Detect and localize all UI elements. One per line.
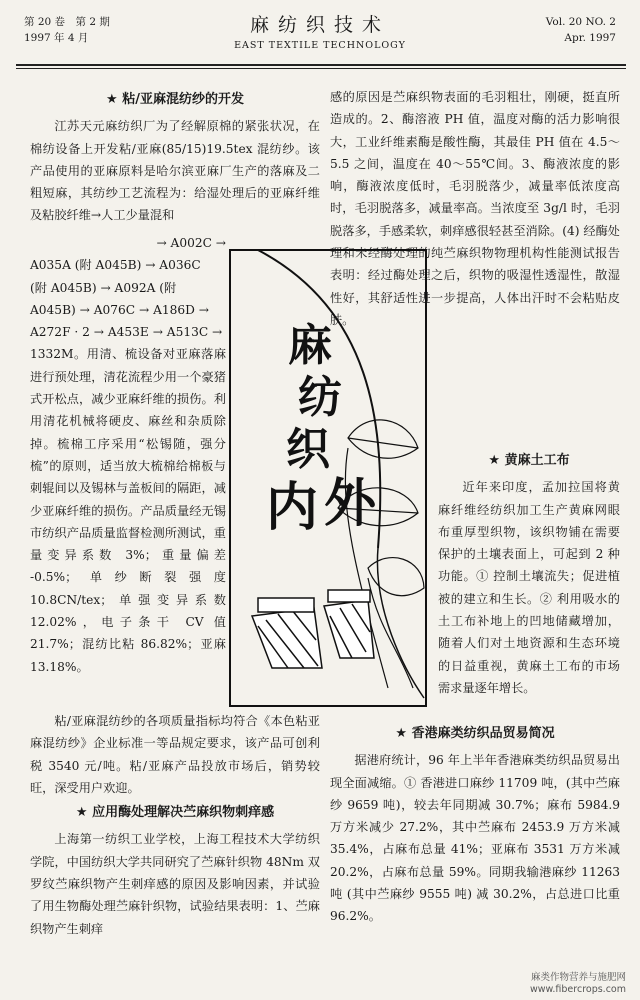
flow-line: A272F · 2 → A453E → A513C → xyxy=(30,325,223,340)
article-heading: ★ 黄麻土工布 xyxy=(488,453,570,468)
watermark-line: 麻类作物营养与施肥网 xyxy=(530,972,626,983)
watermark-url: www.fibercrops.com xyxy=(529,984,626,995)
article-column-left-bottom xyxy=(30,712,320,940)
star-icon: ★ xyxy=(75,805,88,821)
illustration-char: 纺 xyxy=(298,372,342,423)
yarn-cone-icon xyxy=(252,598,322,668)
article-column-right-mid xyxy=(438,242,620,699)
article-paragraph: 粘/亚麻混纺纱的各项质量指标均符合《本色粘亚麻混纺纱》企业标准一等品规定要求，该产品可创利税 3540 元/吨。粘/亚麻产品投放市场后，销势较旺，深受用户欢迎。 xyxy=(30,714,320,795)
journal-subtitle: EAST TEXTILE TECHNOLOGY xyxy=(234,40,406,51)
illustration-char: 麻 xyxy=(288,320,332,371)
header-center xyxy=(180,10,460,51)
header-rule-thin xyxy=(16,68,626,69)
watermark xyxy=(530,972,626,996)
star-icon: ★ xyxy=(106,92,118,107)
article-column-left-top xyxy=(30,86,320,227)
article-heading: ★ 粘/亚麻混纺纱的开发 xyxy=(106,92,244,107)
volume-issue-en: Vol. 20 NO. 2 xyxy=(545,16,616,28)
article-paragraph: 感的原因是苎麻织物表面的毛羽粗壮，刚硬，挺直所造成的。2、酶溶液 PH 值，温度对酶的活力影响很大，工业纤维素酶是酸性酶，其最佳 PH 值在 4.5～5.5 之间，温度在 40～55℃间。3、酶液浓度的影响，酶液浓度低时，毛羽脱落少，减量率低浓度高时，毛羽脱落多，减量率高。当浓度至 3g/l 时，毛羽脱落多，手感柔软，刺痒感很轻甚至消除。(4) 经酶处理和未经酶处理的纯苎麻织物物理机构性能测试报告表明：经过酶处理之后，织物的吸湿性透湿性，散湿性好，其舒适性进一步提高，人体出汗时不会粘贴皮肤。 xyxy=(330,90,620,327)
flow-line: A035A (附 A045B) → A036C xyxy=(30,258,201,273)
flow-line: A045B) → A076C → A186D → xyxy=(30,302,210,317)
issue-date: 1997 年 4 月 xyxy=(24,32,89,44)
star-icon: ★ xyxy=(488,453,501,468)
journal-title: 麻纺织技术 xyxy=(249,14,390,36)
journal-header xyxy=(0,8,640,66)
article-paragraph: 江苏天元麻纺织厂为了经解原棉的紧张状况，在棉纺设备上开发粘/亚麻(85/15)19.5tex 混纺纱。该产品使用的亚麻原料是哈尔滨亚麻厂生产的落麻及二粗短麻，其纺纱工艺流程为：给湿处理后的亚麻纤维及粘胶纤维→人工少量混和 xyxy=(30,119,320,223)
article-column-right-bottom xyxy=(330,720,620,928)
header-rule xyxy=(16,64,626,66)
article-column-left-mid xyxy=(30,232,226,678)
illustration-char: 内 xyxy=(266,478,319,538)
illustration-char: 外 xyxy=(324,474,377,534)
article-heading: ★ 应用酶处理解决苎麻织物刺痒感 xyxy=(75,805,275,821)
flow-line: (附 A045B) → A092A (附 xyxy=(30,280,177,295)
header-right xyxy=(546,14,616,46)
article-paragraph: 近年来印度，孟加拉国将黄麻纤维经纺织加工生产黄麻网眼布重厚型织物，该织物铺在需要保护的土壤表面上，可起到 2 种功能。① 控制土壤流失；促进植被的建立和生长。② 利用吸水的土工布补地上的凹地储藏增加，随着人们对土地资源和生态环境的日益重视，黄麻土工布的市场需求量逐年增长。 xyxy=(438,480,620,695)
article-heading: ★ 香港麻类纺织品贸易简况 xyxy=(395,726,555,741)
process-flow xyxy=(30,232,226,343)
article-paragraph: 据港府统计，96 年上半年香港麻类纺织品贸易出现全面减缩。① 香港进口麻纱 11709 吨，(其中苎麻纱 9659 吨)，较去年同期减 30.7%；麻布 5984.9 万方米减少 27.2%，其中苎麻布 2453.9 万方米减 35.4%，占麻布总量 41%；亚麻布 3531 万方米减 20.2%，占麻布总量 59%。同期我输港麻纱 11263 吨 (其中苎麻纱 9555 吨) 减 30.2%，占总进口比重 96.2%。 xyxy=(330,753,620,924)
article-paragraph: 上海第一纺织工业学校，上海工程技术大学纺织学院，中国纺织大学共同研究了苎麻针织物 48Nm 双罗纹苎麻织物产生刺痒感的原因及影响因素，并试验了用生物酶处理苎麻针织物，试验结果表明：1、苎麻织物产生刺痒 xyxy=(30,832,320,936)
star-icon: ★ xyxy=(395,726,408,741)
header-left xyxy=(24,14,110,46)
flow-line: → A002C → xyxy=(156,236,226,250)
column-illustration xyxy=(228,248,428,708)
article-paragraph: 1332M。用清、梳设备对亚麻落麻进行预处理，清花流程少用一个豪猪式开松点，减少亚麻纤维的损伤。利用清花机械将硬皮、麻丝和杂质除掉。梳棉工序采用“松锡随，强分梳”的原则，适当放大梳棉给棉板与刺辊间以及锡林与盖板间的隔距，减少亚麻纤维的损伤。产品质量经无锡市纺织产品质量监督检测所测试，重量变异系数 3%；重量偏差 -0.5%；单纱断裂强度 10.8CN/tex；单强变异系数 12.02%，电子条干 CV 值 21.7%；混纺比粘 86.82%；亚麻 13.18%。 xyxy=(30,347,227,674)
illustration-char: 织 xyxy=(286,424,330,475)
volume-issue: 第 20 卷 第 2 期 xyxy=(24,16,110,28)
issue-date-en: Apr. 1997 xyxy=(564,32,616,44)
yarn-cone-icon xyxy=(324,590,374,658)
